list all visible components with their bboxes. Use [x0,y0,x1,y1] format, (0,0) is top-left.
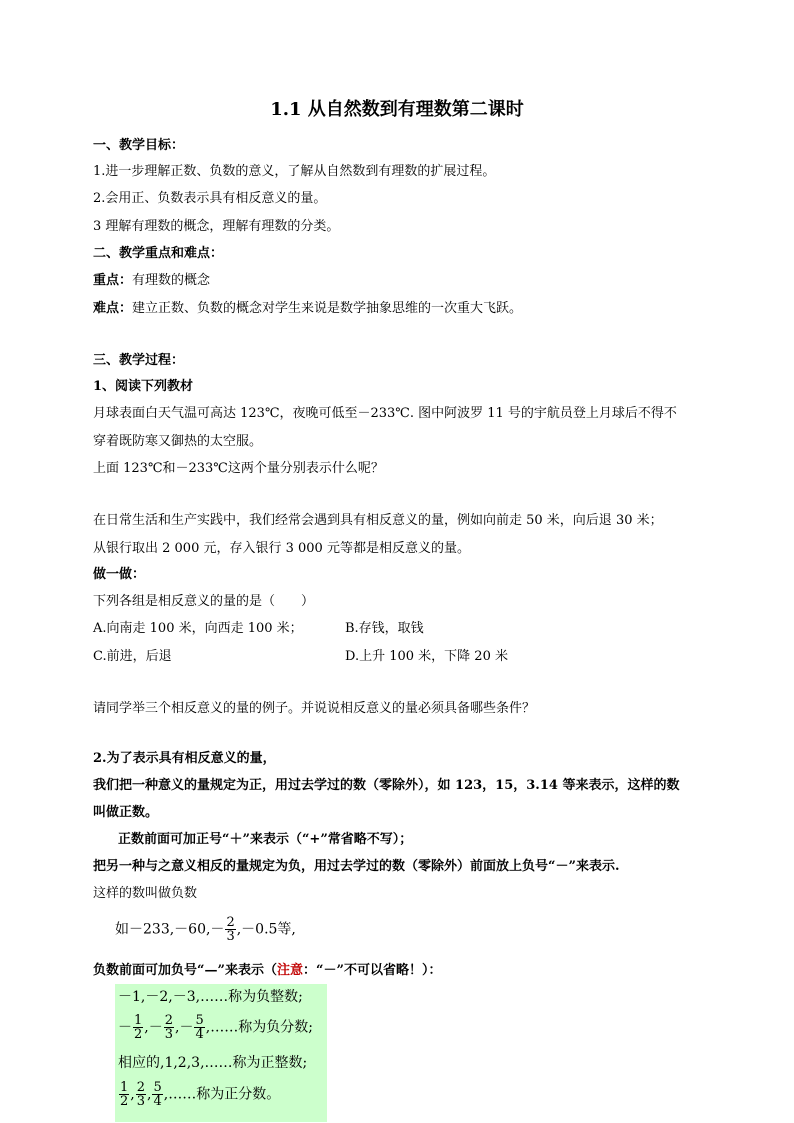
negative-fractions: － $\frac{1}{2}$ ,－ $\frac{2}{3}$ ,－ $\frac{5}{4}$ ,……称为负分数; [118,1013,313,1042]
minus-sign: － [118,1019,132,1036]
option-c: C.前进，后退 [93,649,172,664]
section-2-heading: 二、教学重点和难点： [93,246,224,261]
step-1-heading: 1、阅读下列教材 [93,379,194,394]
fraction-two-thirds [225,916,235,943]
mcq-question: 下列各组是相反意义的量的是（ ） [93,594,315,609]
objective-2: 2.会用正、负数表示具有相反意义的量。 [93,191,327,206]
fraction-five-fourths [152,1081,162,1108]
objective-3: 3 理解有理数的概念，理解有理数的分类。 [93,219,340,234]
positive-fractions-suffix: ,……称为正分数。 [163,1086,281,1103]
denominator: 3 [226,929,235,944]
denominator: 2 [120,1094,129,1109]
denominator: 3 [164,1027,174,1042]
denominator: 4 [195,1027,204,1042]
positive-fractions: $\frac{1}{2}$ , $\frac{2}{3}$ , $\frac{5}{4}$ ,……称为正分数。 [120,1080,281,1109]
positive-def-line-1: 我们把一种意义的量规定为正，用过去学过的数（零除外），如 123，15，3.14 等来表示，这样的数 [93,778,680,793]
examples-prompt: 请同学举三个相反意义的量的例子。并说说相反意义的量必须具备哪些条件？ [93,701,536,716]
option-a: A.向南走 100 米，向西走 100 米； [93,621,303,636]
difficulty-text: 建立正数、负数的概念对学生来说是数学抽象思维的一次重大飞跃。 [132,301,523,316]
negative-fractions-suffix: ,……称为负分数; [205,1019,313,1036]
moon-paragraph-line-1: 月球表面白天气温可高达 123℃，夜晚可低至－233℃. 图中阿波罗 11 号的宇航员登上月球后不得不 [93,406,677,421]
minus-note-tail: ：“－”不可以省略！）： [302,963,442,978]
difficulty [93,300,522,318]
warning-label: 注意 [276,963,303,978]
objective-1: 1.进一步理解正数、负数的意义，了解从自然数到有理数的扩展过程。 [93,164,496,179]
moon-question: 上面 123℃和－233℃这两个量分别表示什么呢？ [93,461,384,476]
key-point [93,272,210,290]
option-b: B.存钱，取钱 [345,621,424,636]
daily-life-line-1: 在日常生活和生产实践中，我们经常会遇到具有相反意义的量，例如向前走 50 米，向后退 30 米； [93,513,663,528]
numerator: 1 [120,1080,129,1095]
numerator: 2 [136,1080,146,1095]
fraction-two-thirds [136,1081,146,1108]
plus-sign-note: 正数前面可加正号“＋”来表示（“+”常省略不写）； [118,832,413,847]
negative-examples [115,916,296,943]
number-classification-box [115,984,327,1122]
fraction-one-half [133,1014,143,1041]
negative-def-line-2: 这样的数叫做负数 [93,886,198,901]
negative-integers: －1,－2,－3,……称为负整数; [118,989,303,1005]
key-text: 有理数的概念 [132,273,211,288]
denominator: 2 [134,1027,143,1042]
denominator: 4 [153,1094,162,1109]
moon-paragraph-line-2: 穿着既防寒又御热的太空服。 [93,434,263,449]
examples-prefix: 如－233,－60,－ [115,921,225,938]
denominator: 3 [136,1094,146,1109]
numerator: 5 [153,1080,162,1095]
positive-def-line-2: 叫做正数。 [93,805,159,820]
option-d: D.上升 100 米，下降 20 米 [345,649,508,664]
numerator: 2 [226,915,235,930]
difficulty-label: 难点： [93,301,133,316]
minus-sign-note [93,962,441,980]
key-label: 重点： [93,273,133,288]
daily-life-line-2: 从银行取出 2 000 元，存入银行 3 000 元等都是相反意义的量。 [93,541,470,556]
positive-integers: 相应的,1,2,3,……称为正整数; [118,1055,308,1071]
examples-suffix: ,－0.5等, [236,921,296,938]
minus-note-text: 负数前面可加负号“—”来表示（ [93,963,277,978]
fraction-five-fourths [194,1014,204,1041]
fraction-two-thirds [164,1014,174,1041]
negative-def-line-1: 把另一种与之意义相反的量规定为负，用过去学过的数（零除外）前面放上负号“－”来表示. [93,859,620,874]
numerator: 2 [164,1013,174,1028]
numerator: 5 [195,1013,204,1028]
fraction-one-half [119,1081,129,1108]
step-2-heading: 2.为了表示具有相反意义的量， [93,751,276,766]
page-title: 1.1 从自然数到有理数第二课时 [270,99,524,120]
numerator: 1 [134,1013,143,1028]
do-it-heading: 做一做： [93,567,146,582]
section-3-heading: 三、教学过程： [93,353,185,368]
section-1-heading: 一、教学目标： [93,138,185,153]
